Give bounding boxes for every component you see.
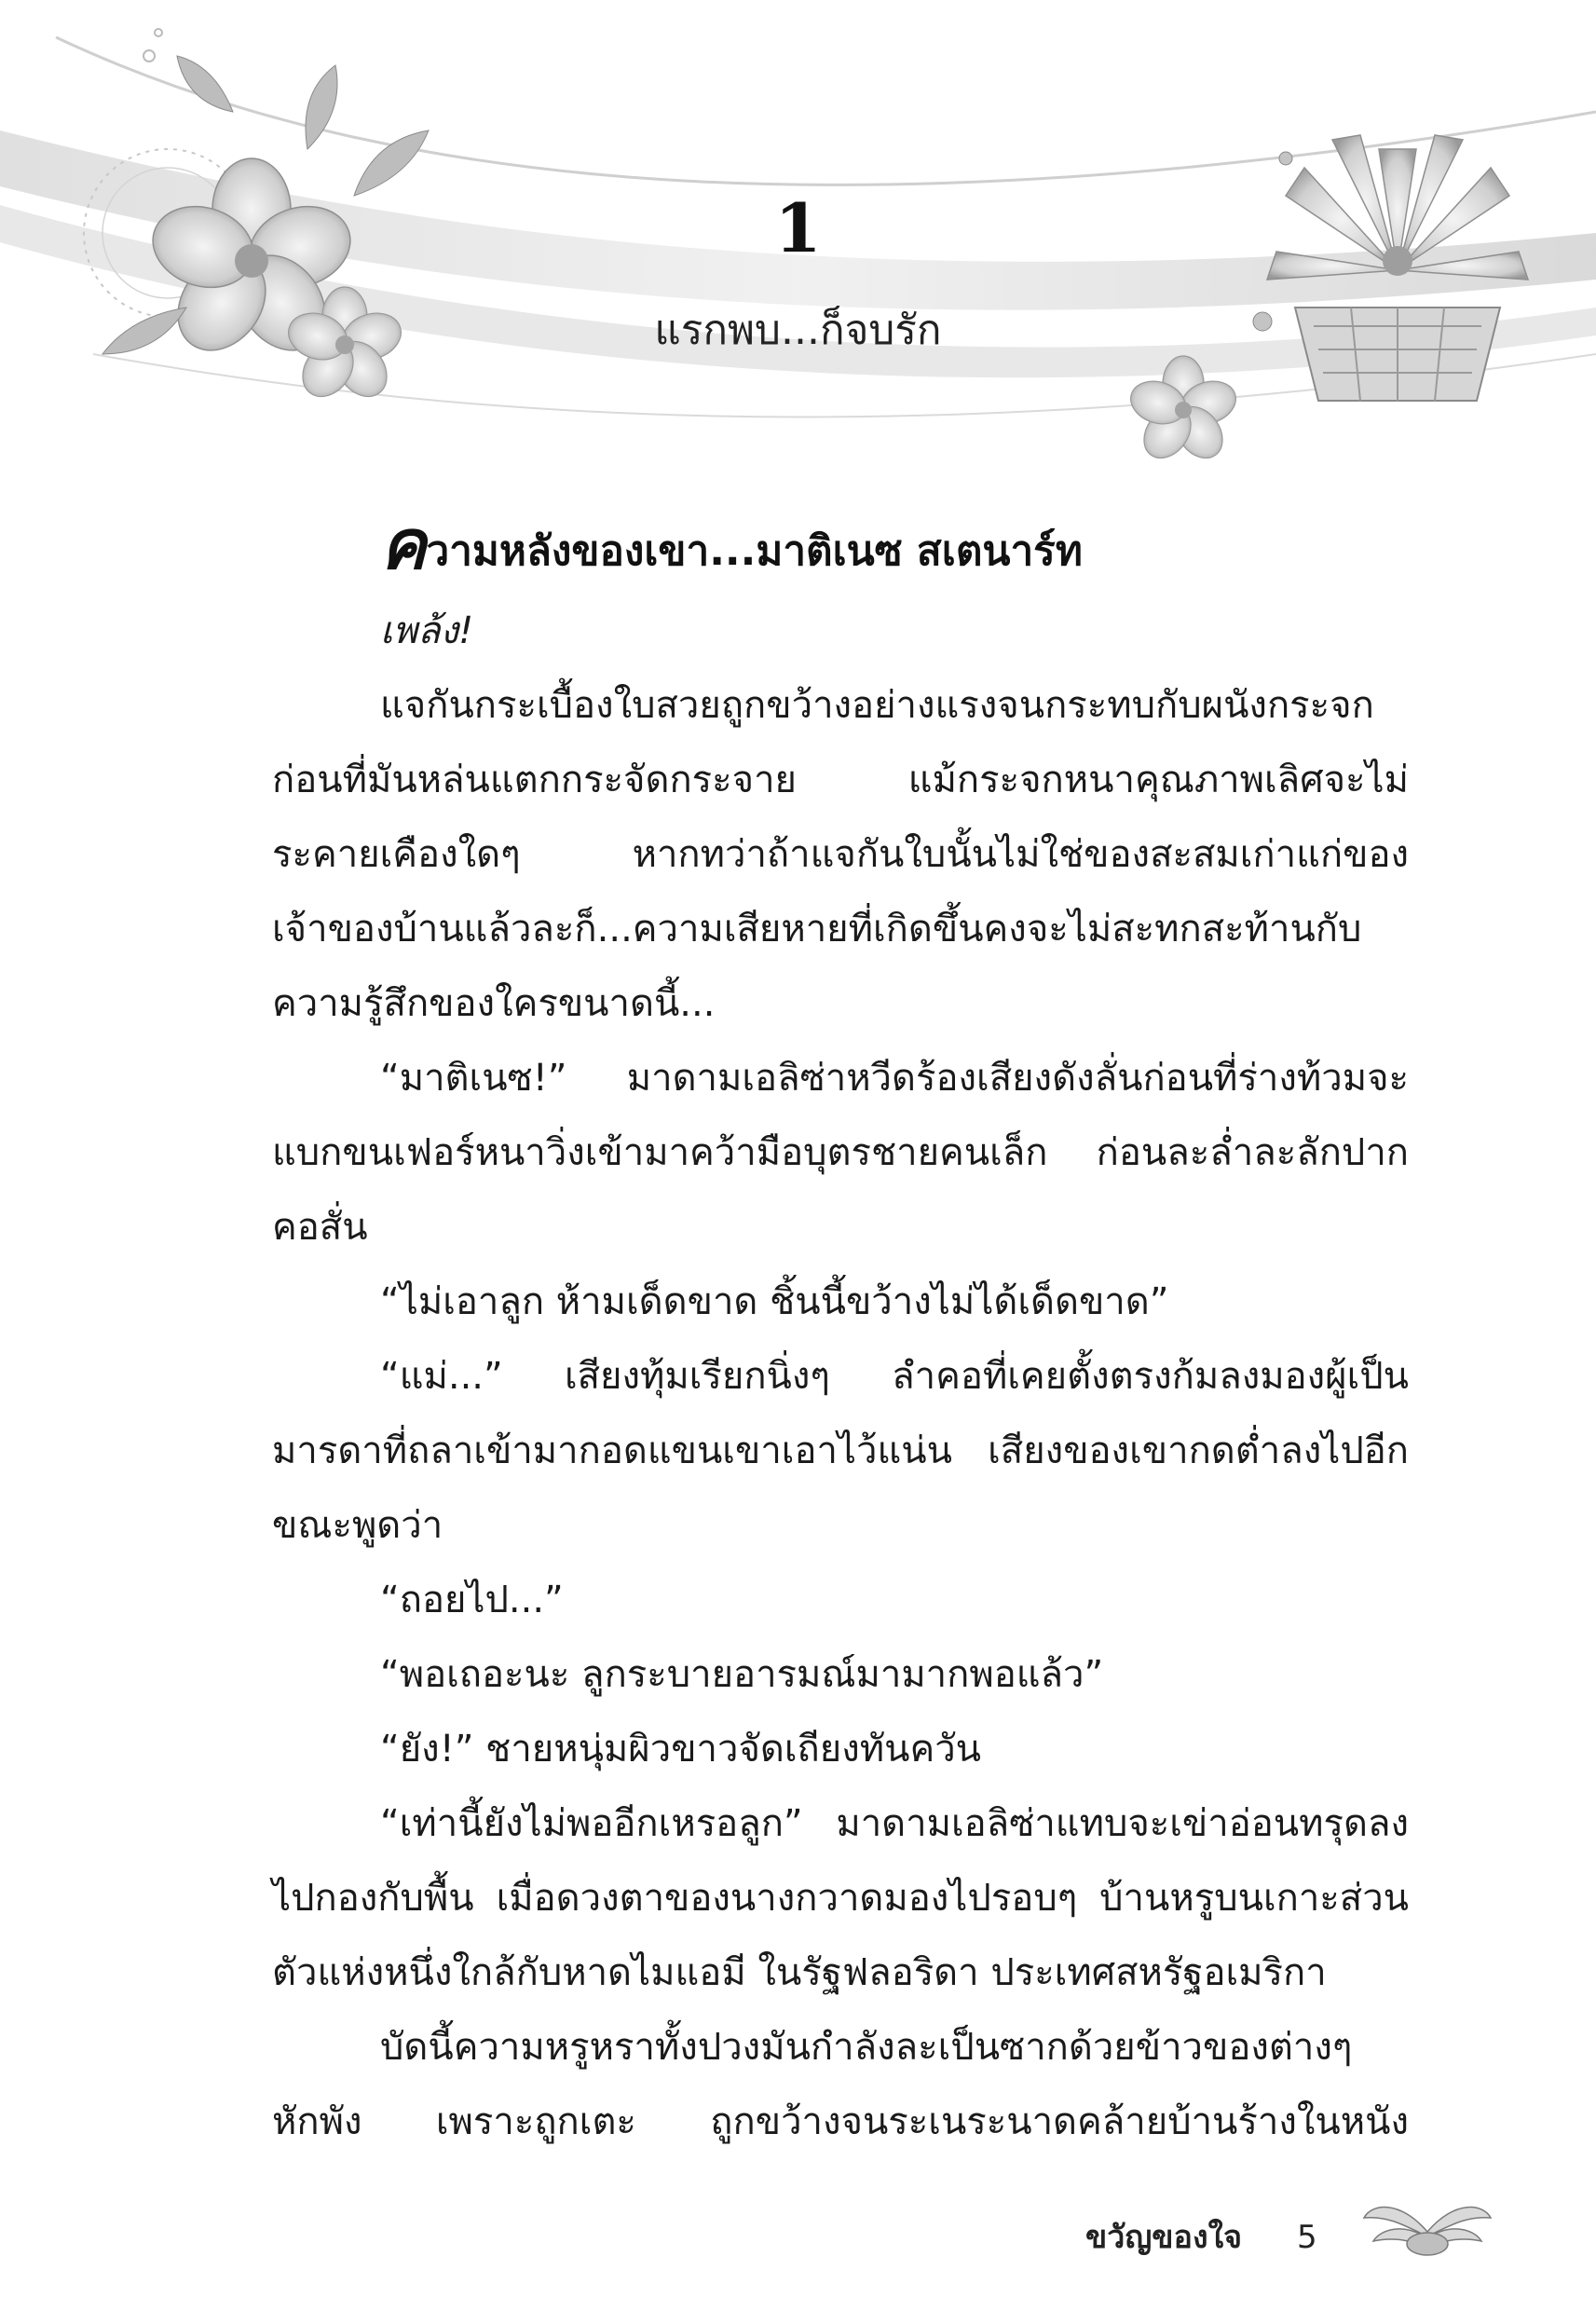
paragraph: เพล้ง! [380,609,474,652]
paragraph: แจกันกระเบื้องใบสวยถูกขว้างอย่างแรงจนกระทบกับผนังกระจก ก่อนที่มันหล่นแตกกระจัดกระจาย แม้กระจกหนาคุณภาพเลิศจะไม่ระคายเคืองใดๆ หากทว่าถ้าแจกันใบนั้นไม่ใช่ของสะสมเก่าแก่ของเจ้าของบ้านแล้วละก็...ความเสียหายที่เกิดขึ้นคงจะไม่สะทกสะท้านกับความรู้สึกของใครขนาดนี้... [272,684,1409,1025]
chapter-number: 1 [774,188,822,267]
paragraph: “เท่านี้ยังไม่พออีกเหรอลูก” มาดามเอลิซ่าแทบจะเข่าอ่อนทรุดลงไปกองกับพื้น เมื่อดวงตาของนางกวาดมองไปรอบๆ บ้านหรูบนเกาะส่วนตัวแห่งหนึ่งใกล้กับหาดไมแอมี ในรัฐฟลอริดา ประเทศสหรัฐอเมริกา [272,1802,1409,1994]
section-heading-text: วามหลังของเขา...มาติเนซ สเตนาร์ท [426,527,1083,575]
paragraph: บัดนี้ความหรูหราทั้งปวงมันกำลังละเป็นซากด้วยข้าวของต่างๆ หักพัง เพราะถูกเตะ ถูกขว้างจนระเนระนาดคล้ายบ้านร้างในหนัง [272,2026,1409,2143]
section-heading [380,503,1409,594]
page-number: 5 [1297,2219,1317,2256]
paragraph: “พอเถอะนะ ลูกระบายอารมณ์มามากพอแล้ว” [380,1653,1104,1696]
chapter-title: แรกพบ...ก็จบรัก [654,307,942,354]
chapter-body [272,503,1409,2159]
paragraph: “มาติเนซ!” มาดามเอลิซ่าหวีดร้องเสียงดังลั่นก่อนที่ร่างท้วมจะแบกขนเฟอร์หนาวิ่งเข้ามาคว้ามือบุตรชายคนเล็ก ก่อนละล่ำละลักปากคอสั่น [272,1057,1409,1249]
winged-ornament-icon [1362,2181,1493,2274]
paragraph: “แม่...” เสียงทุ้มเรียกนิ่งๆ ลำคอที่เคยตั้งตรงก้มลงมองผู้เป็นมารดาที่ถลาเข้ามากอดแขนเขาเอาไว้แน่น เสียงของเขากดต่ำลงไปอีกขณะพูดว่า [272,1355,1409,1547]
footer-book-title: ขวัญของใจ [1085,2219,1243,2256]
paragraph: “ไม่เอาลูก ห้ามเด็ดขาด ชิ้นนี้ขว้างไม่ได้เด็ดขาด” [380,1280,1169,1323]
paragraph: “ยัง!” ชายหนุ่มผิวขาวจัดเถียงทันควัน [380,1728,981,1771]
dropcap-letter: ค [380,505,427,585]
paragraph: “ถอยไป...” [380,1579,564,1621]
